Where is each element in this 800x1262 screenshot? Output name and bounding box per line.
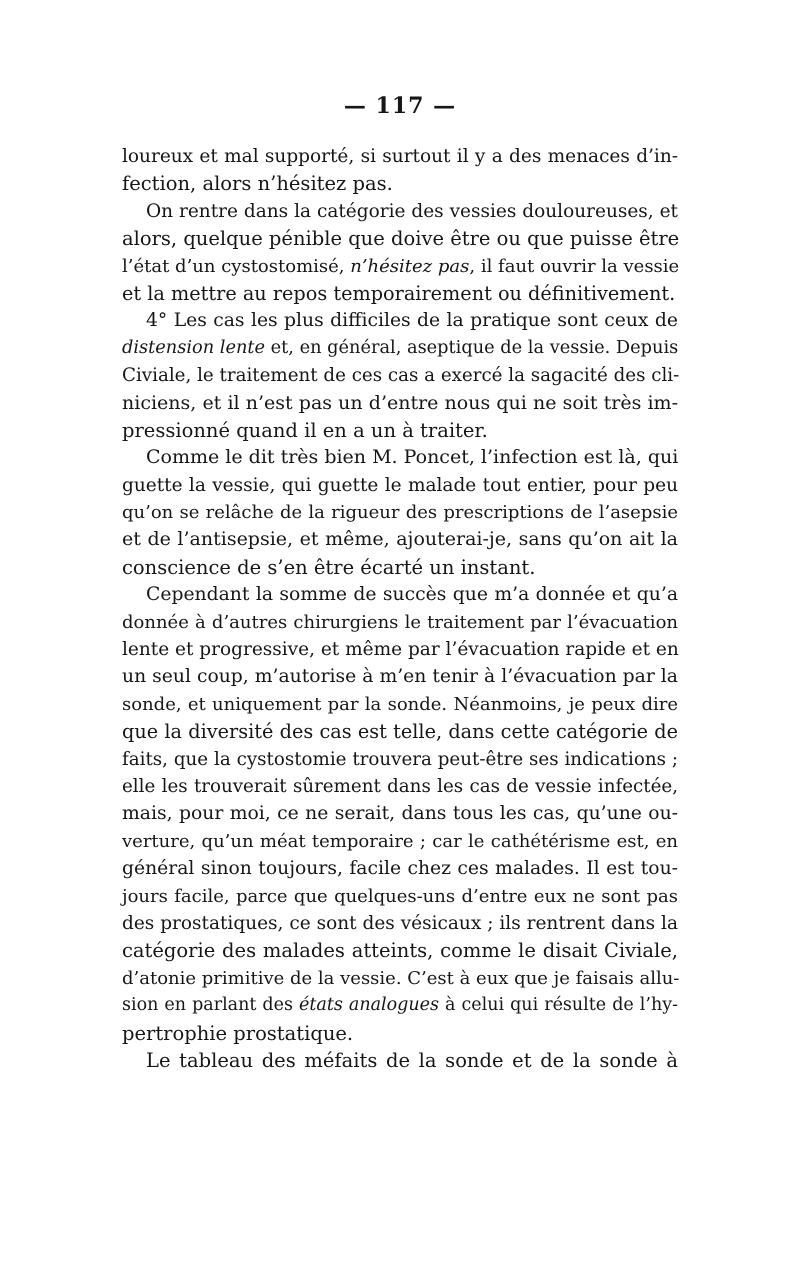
text-line: sonde, et uniquement par la sonde. Néanmoins, je peux dire [122,693,678,715]
text-line: faits, que la cystostomie trouvera peut-être ses indications ; [122,748,678,770]
italic-phrase: états analogues [299,995,439,1016]
text-line: alors, quelque pénible que doive être ou que puisse être [122,227,680,251]
text-line: Civiale, le traitement de ces cas a exercé la sagacité des cli- [122,365,680,387]
paragraph-start-line: On rentre dans la catégorie des vessies douloureuses, et [146,200,678,222]
text-line: catégorie des malades atteints, comme le disait Civiale, [122,939,678,963]
italic-phrase: distension lente [122,337,266,358]
text-line: niciens, et il n’est pas un d’entre nous qui ne soit très im- [122,391,678,414]
text-line: jours facile, parce que quelques-uns d’entre eux ne sont pas [122,885,678,907]
paragraph-start-line: Comme le dit très bien M. Poncet, l’infection est là, qui [146,446,679,469]
italic-phrase: n’hésitez pas [350,255,470,277]
paragraph-start-line: 4° Les cas les plus difficiles de la pratique sont ceux de [146,310,678,332]
text-line: un seul coup, m’autorise à m’en tenir à l’évacuation par la [122,666,678,688]
body-text [122,143,678,1074]
text-line: conscience de s’en être écarté un instant. [122,555,536,579]
text-line: et de l’antisepsie, et même, ajouterai-je, sans qu’on ait la [122,528,678,551]
text-line: l’état d’un cystostomisé, n’hésitez pas, il faut ouvrir la vessie [122,255,680,277]
text-line: fection, alors n’hésitez pas. [122,172,393,196]
text-line: lente et progressive, et même par l’évacuation rapide et en [122,639,679,661]
paragraph-start-line: Le tableau des méfaits de la sonde et de la sonde à [146,1048,678,1072]
page-number: — 117 — [343,93,457,119]
text-line: qu’on se relâche de la rigueur des prescriptions de l’asepsie [122,502,678,524]
text-line: et la mettre au repos temporairement ou définitivement. [122,281,676,305]
text-line: général sinon toujours, facile chez ces malades. Il est tou- [122,858,678,880]
text-line: que la diversité des cas est telle, dans cette catégorie de [122,720,678,744]
text-line: donnée à d’autres chirurgiens le traitement par l’évacuation [122,611,678,633]
text-line: guette la vessie, qui guette le malade tout entier, pour peu [122,474,678,496]
text-line: verture, qu’un méat temporaire ; car le cathétérisme est, en [122,830,678,852]
text-line: pressionné quand il en a un à traiter. [122,418,488,442]
text-line: elle les trouverait sûrement dans les cas de vessie infectée, [122,775,678,797]
text-line: distension lente et, en général, aseptique de la vessie. Depuis [122,337,679,358]
text-line: loureux et mal supporté, si surtout il y a des menaces d’in- [122,146,678,167]
paragraph-start-line: Cependant la somme de succès que m’a donnée et qu’a [146,584,678,606]
text-line: d’atonie primitive de la vessie. C’est à eux que je faisais allu- [122,967,680,989]
text-line: pertrophie prostatique. [122,1021,354,1045]
text-line: mais, pour moi, ce ne serait, dans tous les cas, qu’une ou- [122,803,678,825]
text-line: des prostatiques, ce sont des vésicaux ; ils rentrent dans la [122,912,678,934]
text-line: sion en parlant des états analogues à celui qui résulte de l’hy- [122,995,679,1016]
